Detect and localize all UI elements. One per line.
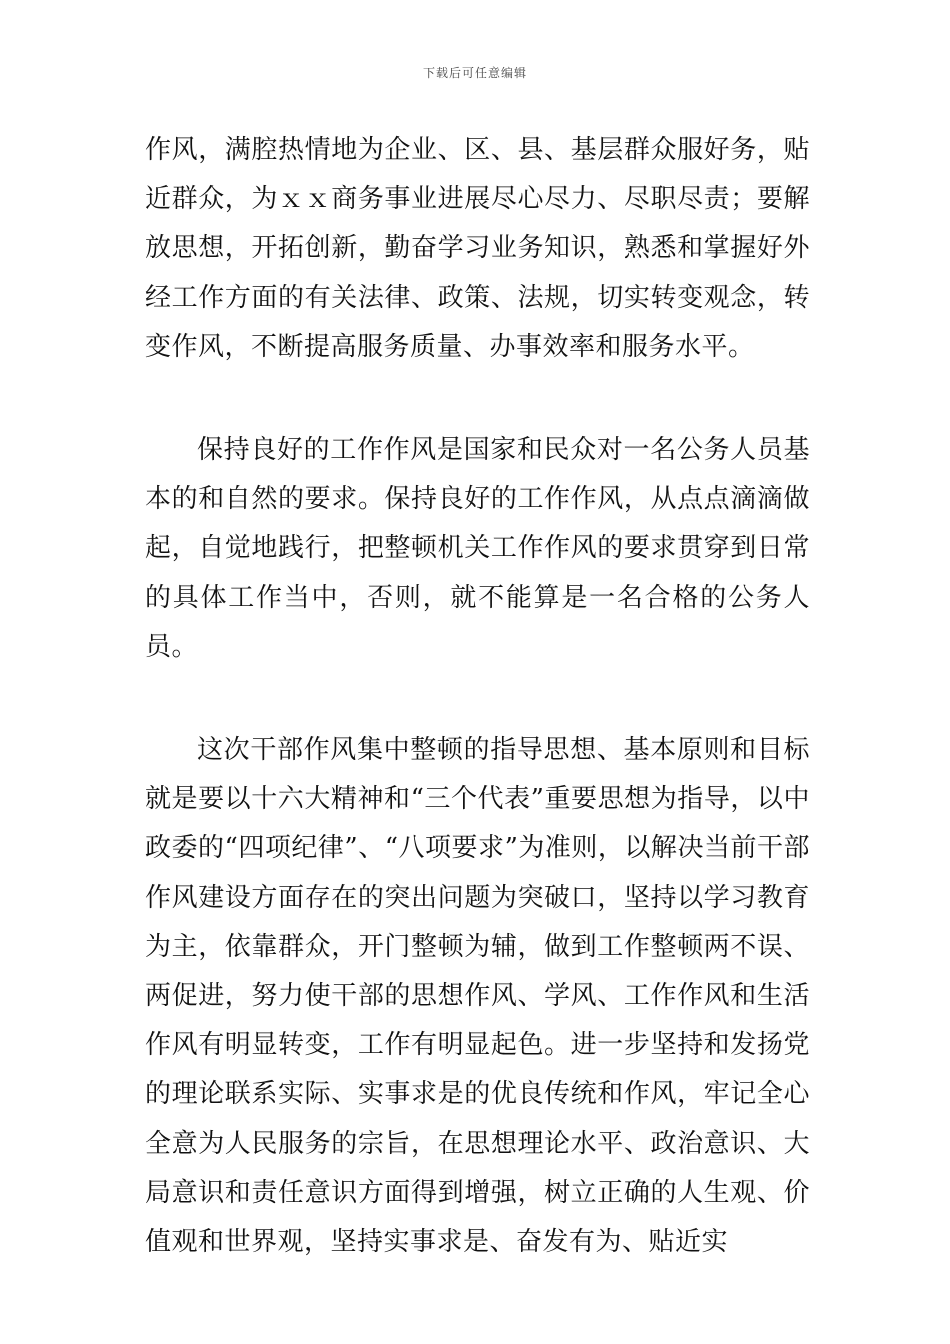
paragraph-spacer [145,372,810,426]
document-body [145,126,810,1267]
paragraph-work-style: 保持良好的工作作风是国家和民众对一名公务人员基本的和自然的要求。保持良好的工作作风，从点点滴滴做起，自觉地践行，把整顿机关工作作风的要求贯穿到日常的具体工作当中，否则，就不能算是一名合格的公务人员。 [145,435,810,662]
paragraph-continuation: 作风，满腔热情地为企业、区、县、基层群众服好务，贴近群众，为ｘｘ商务事业进展尽心尽力、尽职尽责；要解放思想，开拓创新，勤奋学习业务知识，熟悉和掌握好外经工作方面的有关法律、政策、法规，切实转变观念，转变作风，不断提高服务质量、办事效率和服务水平。 [145,135,810,362]
paragraph-spacer [145,672,810,726]
paragraph-guiding-ideology: 这次干部作风集中整顿的指导思想、基本原则和目标就是要以十六大精神和“三个代表”重要思想为指导，以中政委的“四项纪律”、“八项要求”为准则，以解决当前干部作风建设方面存在的突出问题为突破口，坚持以学习教育为主，依靠群众，开门整顿为辅，做到工作整顿两不误、两促进，努力使干部的思想作风、学风、工作作风和生活作风有明显转变，工作有明显起色。进一步坚持和发扬党的理论联系实际、实事求是的优良传统和作风，牢记全心全意为人民服务的宗旨，在思想理论水平、政治意识、大局意识和责任意识方面得到增强，树立正确的人生观、价值观和世界观，坚持实事求是、奋发有为、贴近实 [145,735,810,1258]
page-header-note: 下载后可任意编辑 [422,66,527,80]
